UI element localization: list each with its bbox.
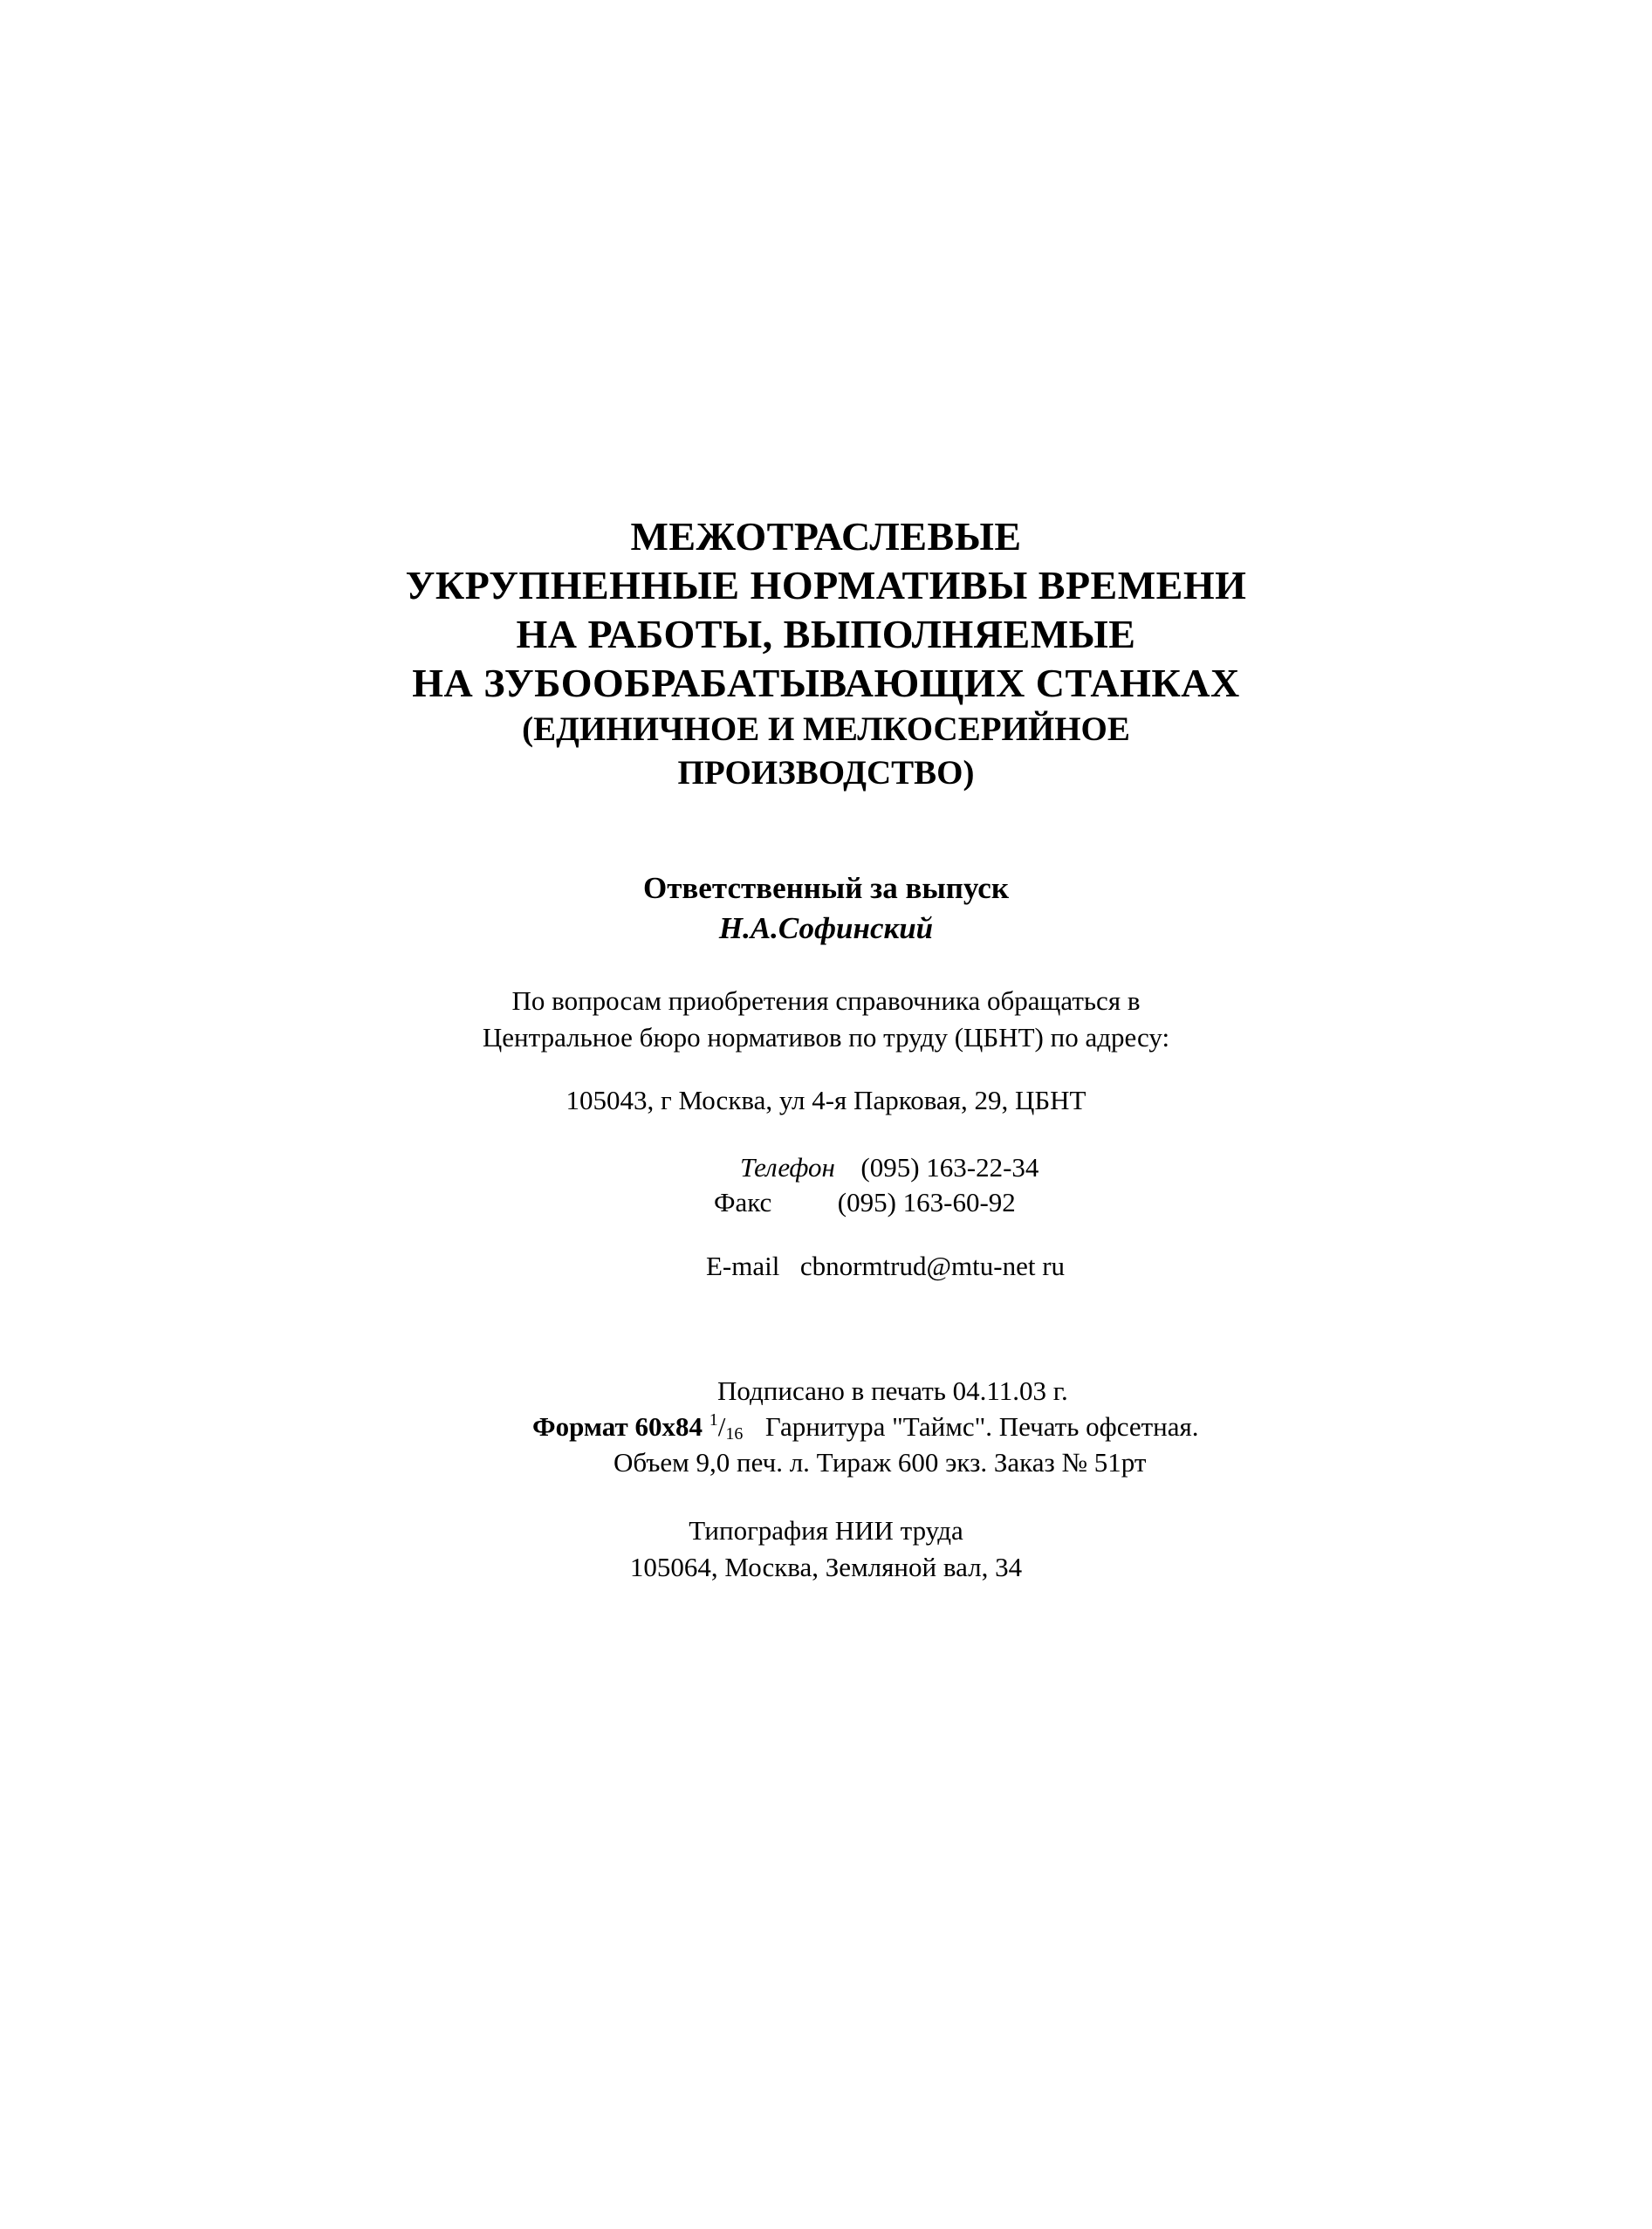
- responsible-block: [0, 868, 1652, 949]
- phone-label: Телефон: [740, 1152, 835, 1183]
- fax-row: [714, 1184, 1016, 1221]
- signed-text: Подписано в печать 04.11.03 г.: [717, 1375, 1068, 1406]
- volume-line: [614, 1444, 1146, 1481]
- email-value: cbnormtrud@mtu-net ru: [799, 1251, 1066, 1281]
- format-typeface: Гарнитура "Таймс". Печать офсетная.: [764, 1411, 1199, 1442]
- title-line-3: НА РАБОТЫ, ВЫПОЛНЯЕМЫЕ: [516, 612, 1136, 656]
- format-line: [532, 1409, 1199, 1445]
- volume-text: Объем 9,0 печ. л. Тираж 600 экз. Заказ № 51рт: [614, 1447, 1147, 1478]
- format-label: Формат 60х84: [532, 1411, 703, 1442]
- email-row: [706, 1248, 1065, 1285]
- printer-name: Типография НИИ труда: [689, 1515, 963, 1546]
- email-label: E-mail: [706, 1251, 780, 1281]
- document-title: [0, 512, 1652, 708]
- responsible-label: Ответственный за выпуск: [642, 871, 1010, 905]
- document-subtitle: [0, 708, 1652, 795]
- phone-row: [740, 1149, 1038, 1186]
- contact-intro: [0, 983, 1652, 1056]
- subtitle-line-2: ПРОИЗВОДСТВО): [677, 754, 975, 792]
- printer-block: [0, 1512, 1652, 1586]
- fax-label: Факс: [714, 1187, 772, 1217]
- format-fraction-slash: /: [717, 1411, 726, 1442]
- contact-intro-line-1: По вопросам приобретения справочника обращаться в: [511, 985, 1141, 1016]
- title-line-1: МЕЖОТРАСЛЕВЫЕ: [630, 514, 1022, 559]
- signed-line: [717, 1373, 1068, 1409]
- phone-value: (095) 163-22-34: [860, 1152, 1039, 1183]
- contact-address: [0, 1082, 1652, 1119]
- address-line: 105043, г Москва, ул 4-я Парковая, 29, ЦБНТ: [566, 1085, 1086, 1115]
- title-line-4: НА ЗУБООБРАБАТЫВАЮЩИХ СТАНКАХ: [412, 661, 1240, 705]
- contact-intro-line-2: Центральное бюро нормативов по труду (ЦБНТ) по адресу:: [482, 1022, 1170, 1053]
- format-fraction-numerator: 1: [709, 1410, 718, 1430]
- subtitle-line-1: (ЕДИНИЧНОЕ И МЕЛКОСЕРИЙНОЕ: [522, 710, 1130, 748]
- responsible-name: Н.А.Софинский: [718, 911, 934, 945]
- format-fraction-denominator: 16: [725, 1424, 744, 1444]
- printer-address: 105064, Москва, Земляной вал, 34: [629, 1552, 1023, 1582]
- fax-value: (095) 163-60-92: [837, 1187, 1016, 1217]
- title-line-2: УКРУПНЕННЫЕ НОРМАТИВЫ ВРЕМЕНИ: [405, 563, 1247, 607]
- format-fraction: [709, 1411, 750, 1442]
